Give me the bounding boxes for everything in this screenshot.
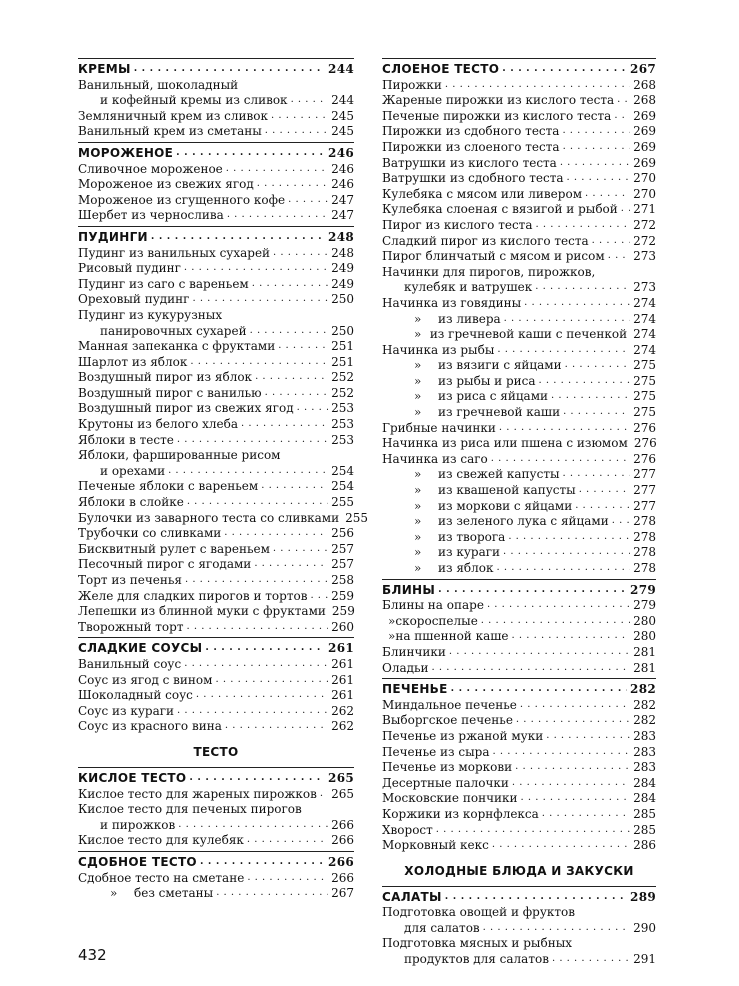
toc-entry[interactable]: Жареные пирожки из кислого теста . . . 268 [382, 93, 656, 109]
toc-category[interactable]: ПЕЧЕНЬЕ . . . 282 [382, 678, 656, 698]
toc-right-column [382, 56, 656, 968]
toc-entry[interactable]: Трубочки со сливками . . . 256 [78, 526, 354, 542]
toc-entry[interactable]: Творожный торт . . . 260 [78, 620, 354, 636]
toc-entry[interactable]: » из свежей капусты . . . 277 [382, 467, 656, 483]
toc-entry[interactable]: Мороженое из свежих ягод . . . 246 [78, 177, 354, 193]
toc-entry[interactable]: Яблоки в тесте . . . 253 [78, 433, 354, 449]
toc-entry[interactable]: » из вязиги с яйцами . . . 275 [382, 358, 656, 374]
toc-category[interactable]: МОРОЖЕНОЕ . . . 246 [78, 142, 354, 162]
toc-entry[interactable]: Воздушный пирог с ванилью . . . 252 [78, 386, 354, 402]
section-title-testo: ТЕСТО [193, 744, 239, 759]
toc-entry[interactable]: Пирожки . . . 268 [382, 78, 656, 94]
toc-entry[interactable]: Печеные яблоки с вареньем . . . 254 [78, 479, 354, 495]
toc-entry[interactable]: Ванильный крем из сметаны . . . 245 [78, 124, 354, 140]
toc-entry[interactable]: Ореховый пудинг . . . 250 [78, 292, 354, 308]
toc-entry[interactable]: Ватрушки из сдобного теста . . . 270 [382, 171, 656, 187]
toc-entry[interactable]: Шарлот из яблок . . . 251 [78, 355, 354, 371]
toc-category[interactable]: ПУДИНГИ . . . 248 [78, 226, 354, 246]
toc-entry[interactable]: » из яблок . . . 278 [382, 561, 656, 577]
toc-entry[interactable]: Воздушный пирог из свежих ягод . . . 253 [78, 401, 354, 417]
toc-entry[interactable]: » из творога . . . 278 [382, 530, 656, 546]
toc-category[interactable]: КРЕМЫ . . . 244 [78, 58, 354, 78]
toc-entry[interactable]: Мороженое из сгущенного кофе . . . 247 [78, 193, 354, 209]
toc-category[interactable]: САЛАТЫ . . . 289 [382, 886, 656, 906]
toc-entry[interactable]: Начинка из риса или пшена с изюмом 276 [382, 436, 657, 451]
toc-entry[interactable]: Сливочное мороженое . . . 246 [78, 162, 354, 178]
toc-entry[interactable]: Соус из красного вина . . . 262 [78, 719, 354, 735]
toc-entry[interactable]: Рисовый пудинг . . . 249 [78, 261, 354, 277]
toc-entry[interactable]: » из моркови с яйцами . . . 277 [382, 499, 656, 515]
toc-entry[interactable]: Кислое тесто для печеных пирогов и пирожков . . . 266 [78, 802, 354, 833]
toc-entry[interactable]: » из квашеной капусты . . . 277 [382, 483, 656, 499]
toc-category[interactable]: СДОБНОЕ ТЕСТО . . . 266 [78, 851, 354, 871]
toc-entry[interactable]: Оладьи . . . 281 [382, 661, 656, 677]
toc-entry[interactable]: » из ливера . . . 274 [382, 312, 656, 328]
toc-category[interactable]: СЛОЕНОЕ ТЕСТО . . . 267 [382, 58, 656, 78]
toc-entry[interactable]: Сладкий пирог из кислого теста . . . 272 [382, 234, 656, 250]
toc-entry[interactable]: Желе для сладких пирогов и тортов . . . 259 [78, 589, 354, 605]
toc-entry[interactable]: Ванильный соус . . . 261 [78, 657, 354, 673]
toc-entry[interactable]: Торт из печенья . . . 258 [78, 573, 354, 589]
toc-category[interactable]: СЛАДКИЕ СОУСЫ . . . 261 [78, 637, 354, 657]
toc-entry[interactable]: Шербет из чернослива . . . 247 [78, 208, 354, 224]
toc-entry[interactable]: Печенье из сыра . . . 283 [382, 745, 656, 761]
toc-entry[interactable]: Пирожки из сдобного теста . . . 269 [382, 124, 656, 140]
toc-entry[interactable]: Пирожки из слоеного теста . . . 269 [382, 140, 656, 156]
toc-entry[interactable]: »скороспелые . . . 280 [382, 614, 656, 630]
toc-entry[interactable]: Лепешки из блинной муки с фруктами 259 [78, 604, 355, 619]
toc-entry[interactable]: Крутоны из белого хлеба . . . 253 [78, 417, 354, 433]
toc-entry[interactable]: Подготовка овощей и фруктов для салатов . . . 290 [382, 905, 656, 936]
toc-entry[interactable]: Пудинг из ванильных сухарей . . . 248 [78, 246, 354, 262]
toc-entry[interactable]: Кулебяка с мясом или ливером . . . 270 [382, 187, 656, 203]
toc-entry[interactable]: » из зеленого лука с яйцами . . . 278 [382, 514, 656, 530]
toc-entry[interactable]: Миндальное печенье . . . 282 [382, 698, 656, 714]
toc-entry[interactable]: Пудинг из саго с вареньем . . . 249 [78, 277, 354, 293]
toc-entry[interactable]: Шоколадный соус . . . 261 [78, 688, 354, 704]
toc-entry[interactable]: Яблоки, фаршированные рисом и орехами . . . 254 [78, 448, 354, 479]
toc-entry[interactable]: Кислое тесто для кулебяк . . . 266 [78, 833, 354, 849]
toc-entry[interactable]: Морковный кекс . . . 286 [382, 838, 656, 854]
toc-entry[interactable]: Кулебяка слоеная с вязигой и рыбой . . . 271 [382, 202, 656, 218]
toc-entry[interactable]: Подготовка мясных и рыбных продуктов для салатов . . . 291 [382, 936, 656, 967]
toc-entry[interactable]: » из риса с яйцами . . . 275 [382, 389, 656, 405]
toc-entry[interactable]: Начинка из говядины . . . 274 [382, 296, 656, 312]
toc-entry[interactable]: Московские пончики . . . 284 [382, 791, 656, 807]
toc-entry[interactable]: Бисквитный рулет с вареньем . . . 257 [78, 542, 354, 558]
toc-entry[interactable]: Сдобное тесто на сметане . . . 266 [78, 871, 354, 887]
toc-entry[interactable]: Воздушный пирог из яблок . . . 252 [78, 370, 354, 386]
toc-entry[interactable]: Булочки из заварного теста со сливками 255 [78, 510, 368, 525]
toc-entry[interactable]: Пудинг из кукурузных панировочных сухарей . . . 250 [78, 308, 354, 339]
toc-entry[interactable]: Земляничный крем из сливок . . . 245 [78, 109, 354, 125]
toc-entry[interactable]: Яблоки в слойке . . . 255 [78, 495, 354, 511]
toc-entry[interactable]: Манная запеканка с фруктами . . . 251 [78, 339, 354, 355]
toc-entry[interactable]: Соус из ягод с вином . . . 261 [78, 673, 354, 689]
toc-entry[interactable]: Блинчики . . . 281 [382, 645, 656, 661]
toc-entry[interactable]: » из рыбы и риса . . . 275 [382, 374, 656, 390]
toc-entry[interactable]: Хворост . . . 285 [382, 823, 656, 839]
toc-entry[interactable]: » из гречневой каши с печенкой 274 [414, 327, 656, 342]
toc-entry[interactable]: » из гречневой каши . . . 275 [382, 405, 656, 421]
toc-entry[interactable]: Начинки для пирогов, пирожков, кулебяк и ватрушек . . . 273 [382, 265, 656, 296]
toc-entry[interactable]: Коржики из корнфлекса . . . 285 [382, 807, 656, 823]
toc-entry[interactable]: Блины на опаре . . . 279 [382, 598, 656, 614]
toc-entry[interactable]: Песочный пирог с ягодами . . . 257 [78, 557, 354, 573]
toc-entry[interactable]: Пирог блинчатый с мясом и рисом . . . 273 [382, 249, 656, 265]
toc-entry[interactable]: » без сметаны . . . 267 [78, 886, 354, 902]
toc-entry[interactable]: Начинка из саго . . . 276 [382, 452, 656, 468]
toc-left-column [78, 56, 368, 902]
toc-entry[interactable]: Пирог из кислого теста . . . 272 [382, 218, 656, 234]
toc-entry[interactable]: Кислое тесто для жареных пирожков . . . 265 [78, 787, 354, 803]
toc-entry[interactable]: Ватрушки из кислого теста . . . 269 [382, 156, 656, 172]
toc-entry[interactable]: »на пшенной каше . . . 280 [382, 629, 656, 645]
toc-entry[interactable]: » из кураги . . . 278 [382, 545, 656, 561]
page-number: 432 [78, 946, 107, 964]
toc-entry[interactable]: Начинка из рыбы . . . 274 [382, 343, 656, 359]
toc-entry[interactable]: Ванильный, шоколадный и кофейный кремы из сливок . . . 244 [78, 78, 354, 109]
toc-entry[interactable]: Десертные палочки . . . 284 [382, 776, 656, 792]
toc-entry[interactable]: Печеные пирожки из кислого теста . . . 269 [382, 109, 656, 125]
toc-entry[interactable]: Соус из кураги . . . 262 [78, 704, 354, 720]
toc-category[interactable]: БЛИНЫ . . . 279 [382, 579, 656, 599]
section-title-holodnye: ХОЛОДНЫЕ БЛЮДА И ЗАКУСКИ [404, 863, 634, 878]
toc-entry[interactable]: Печенье из ржаной муки . . . 283 [382, 729, 656, 745]
toc-entry[interactable]: Выборгское печенье . . . 282 [382, 713, 656, 729]
toc-entry[interactable]: Грибные начинки . . . 276 [382, 421, 656, 437]
toc-entry[interactable]: Печенье из моркови . . . 283 [382, 760, 656, 776]
toc-category[interactable]: КИСЛОЕ ТЕСТО . . . 265 [78, 767, 354, 787]
